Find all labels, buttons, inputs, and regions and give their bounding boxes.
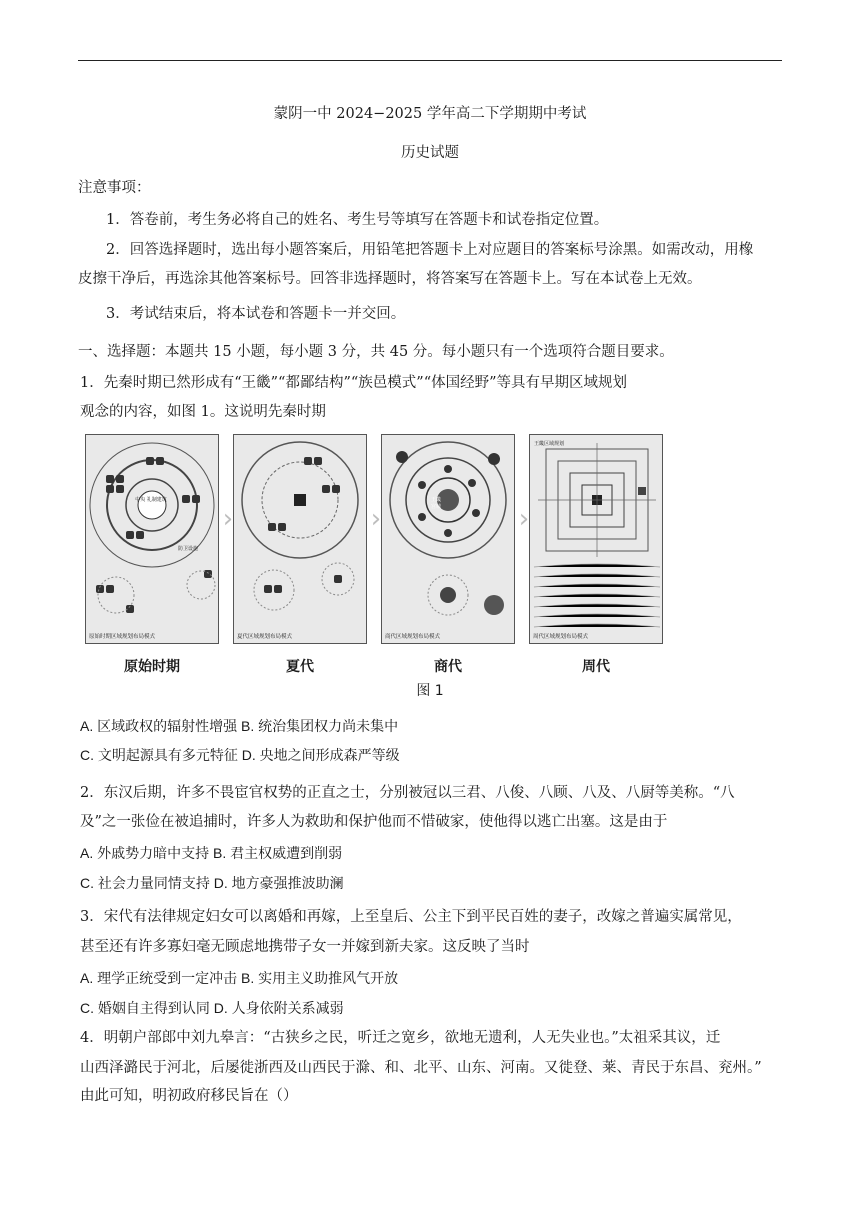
primitive-center-label: 中央 礼制建筑	[135, 497, 167, 503]
primitive-side-label: 防卫设施	[178, 546, 199, 552]
notice-item-2-cont: 皮擦干净后，再选涂其他答案标号。回答非选择题时，将答案写在答题卡上。写在本试卷上无效。	[78, 271, 702, 287]
figure-panel-primitive	[85, 434, 219, 644]
zhou-side-label: 王畿区域规划	[534, 441, 565, 447]
q4-stem-line-1: 4．明朝户部郎中刘九皋言：“古狭乡之民，听迁之宽乡，欲地无遗利，人无失业也。”太祖采其议，迁	[80, 1030, 721, 1046]
notice-heading: 注意事项：	[78, 180, 151, 196]
figure-panel-zhou	[529, 434, 663, 644]
q1-options-row-1: A. 区域政权的辐射性增强 B. 统治集团权力尚未集中	[80, 718, 399, 734]
q3-stem-line-1: 3．宋代有法律规定妇女可以离婚和再嫁，上至皇后、公主下到平民百姓的妻子，改嫁之普遍实属常见，	[80, 909, 742, 925]
q2-options-row-1: A. 外戚势力暗中支持 B. 君主权威遭到削弱	[80, 845, 343, 861]
exam-title: 蒙阴一中 2024−2025 学年高二下学期期中考试	[273, 106, 587, 122]
shang-caption: 商代区域规划布局模式	[385, 634, 441, 640]
q3-options-row-1: A. 理学正统受到一定冲击 B. 实用主义助推风气开放	[80, 970, 399, 986]
zhou-diagram	[530, 435, 664, 645]
era-label-zhou: 周代	[582, 659, 610, 675]
q2-options-row-2: C. 社会力量同情支持 D. 地方豪强推波助澜	[80, 875, 344, 891]
figure-caption: 图 1	[416, 683, 444, 699]
arrow-icon: ›	[222, 504, 234, 534]
primitive-diagram	[86, 435, 220, 645]
primitive-caption: 原始时期区域规划布局模式	[89, 634, 156, 640]
notice-item-1: 1．答卷前，考生务必将自己的姓名、考生号等填写在答题卡和试卷指定位置。	[106, 212, 609, 228]
q1-options-row-2: C. 文明起源具有多元特征 D. 央地之间形成森严等级	[80, 747, 400, 763]
shang-diagram	[382, 435, 516, 645]
era-label-primitive: 原始时期	[124, 659, 180, 675]
arrow-icon: ›	[518, 504, 530, 534]
era-label-xia: 夏代	[286, 659, 314, 675]
q4-stem-line-2: 山西泽潞民于河北，后屡徙浙西及山西民于滁、和、北平、山东、河南。又徙登、莱、青民于东昌、兖州。”	[80, 1060, 762, 1076]
top-rule	[78, 60, 782, 61]
figure-panel-xia	[233, 434, 367, 644]
xia-diagram	[234, 435, 368, 645]
q1-stem-line-2: 观念的内容，如图 1。这说明先秦时期	[80, 404, 326, 420]
zhou-caption: 周代区域规划布局模式	[533, 634, 589, 640]
era-label-shang: 商代	[434, 659, 462, 675]
figure-panel-shang	[381, 434, 515, 644]
xia-caption: 夏代区域规划布局模式	[237, 634, 293, 640]
q2-stem-line-1: 2．东汉后期，许多不畏宦官权势的正直之士，分别被冠以三君、八俊、八顾、八及、八厨等美称。“八	[80, 785, 735, 801]
notice-item-2: 2．回答选择题时，选出每小题答案后，用铅笔把答题卡上对应题目的答案标号涂黑。如需改动，用橡	[106, 242, 754, 258]
exam-subject: 历史试题	[401, 145, 459, 161]
q4-stem-line-3: 由此可知，明初政府移民旨在（）	[80, 1088, 298, 1104]
arrow-icon: ›	[370, 504, 382, 534]
q1-stem-line-1: 1．先秦时期已然形成有“王畿”“都鄙结构”“族邑模式”“体国经野”等具有早期区域规划	[80, 375, 628, 391]
q3-stem-line-2: 甚至还有许多寡妇毫无顾虑地携带子女一并嫁到新夫家。这反映了当时	[80, 939, 530, 955]
figure-1	[85, 434, 665, 675]
q3-options-row-2: C. 婚姻自主得到认同 D. 人身依附关系减弱	[80, 1000, 344, 1016]
q2-stem-line-2: 及”之一张俭在被追捕时，许多人为救助和保护他而不惜破家，使他得以逃亡出塞。这是由于	[80, 814, 668, 830]
shang-center-label: 王畿 宫城	[430, 497, 441, 510]
notice-item-3: 3．考试结束后，将本试卷和答题卡一并交回。	[106, 306, 406, 322]
section-heading: 一、选择题：本题共 15 小题，每小题 3 分，共 45 分。每小题只有一个选项符合题目要求。	[78, 344, 674, 360]
